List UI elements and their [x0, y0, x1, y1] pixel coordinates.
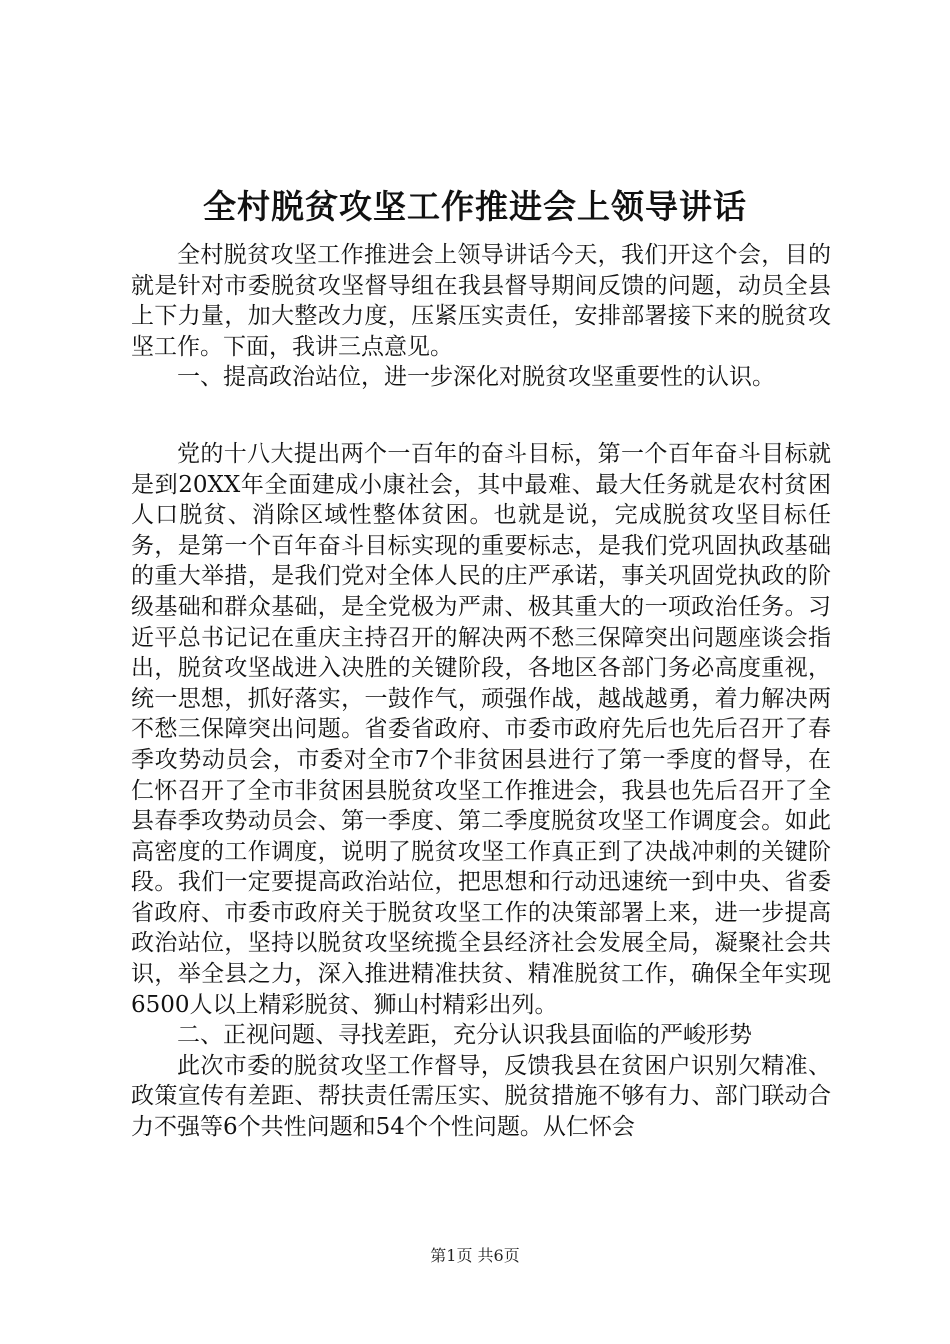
page-footer: 第1页 共6页 [430, 1246, 520, 1265]
section-2-paragraph: 此次市委的脱贫攻坚工作督导，反馈我县在贫困户识别欠精准、政策宣传有差距、帮扶责任需压实、脱贫措施不够有力、部门联动合力不强等6个共性问题和54个个性问题。从仁怀会 [131, 1052, 831, 1141]
document-title: 全村脱贫攻坚工作推进会上领导讲话 [203, 187, 747, 226]
section-heading-1: 一、提高政治站位，进一步深化对脱贫攻坚重要性的认识。 [177, 364, 775, 391]
document-body [131, 240, 831, 1143]
intro-paragraph: 全村脱贫攻坚工作推进会上领导讲话今天，我们开这个会，目的就是针对市委脱贫攻坚督导组在我县督导期间反馈的问题，动员全县上下力量，加大整改力度，压紧压实责任，安排部署接下来的脱贫攻坚工作。下面，我讲三点意见。 [131, 242, 831, 360]
section-heading-2: 二、正视问题、寻找差距，充分认识我县面临的严峻形势 [177, 1022, 752, 1049]
section-1-paragraph: 党的十八大提出两个一百年的奋斗目标，第一个百年奋斗目标就是到20XX年全面建成小康社会，其中最难、最大任务就是农村贫困人口脱贫、消除区域性整体贫困。也就是说，完成脱贫攻坚目标任务，是第一个百年奋斗目标实现的重要标志，是我们党巩固执政基础的重大举措，是我们党对全体人民的庄严承诺，事关巩固党执政的阶级基础和群众基础，是全党极为严肃、极其重大的一项政治任务。习近平总书记记在重庆主持召开的解决两不愁三保障突出问题座谈会指出，脱贫攻坚战进入决胜的关键阶段，各地区各部门务必高度重视，统一思想，抓好落实，一鼓作气，顽强作战，越战越勇，着力解决两不愁三保障突出问题。省委省政府、市委市政府先后也先后召开了春季攻势动员会，市委对全市7个非贫困县进行了第一季度的督导，在仁怀召开了全市非贫困县脱贫攻坚工作推进会，我县也先后召开了全县春季攻势动员会、第一季度、第二季度脱贫攻坚工作调度会。如此高密度的工作调度，说明了脱贫攻坚工作真正到了决战冲刺的关键阶段。我们一定要提高政治站位，把思想和行动迅速统一到中央、省委省政府、市委市政府关于脱贫攻坚工作的决策部署上来，进一步提高政治站位，坚持以脱贫攻坚统揽全县经济社会发展全局，凝聚社会共识，举全县之力，深入推进精准扶贫、精准脱贫工作，确保全年实现6500人以上精彩脱贫、狮山村精彩出列。 [131, 440, 831, 1018]
